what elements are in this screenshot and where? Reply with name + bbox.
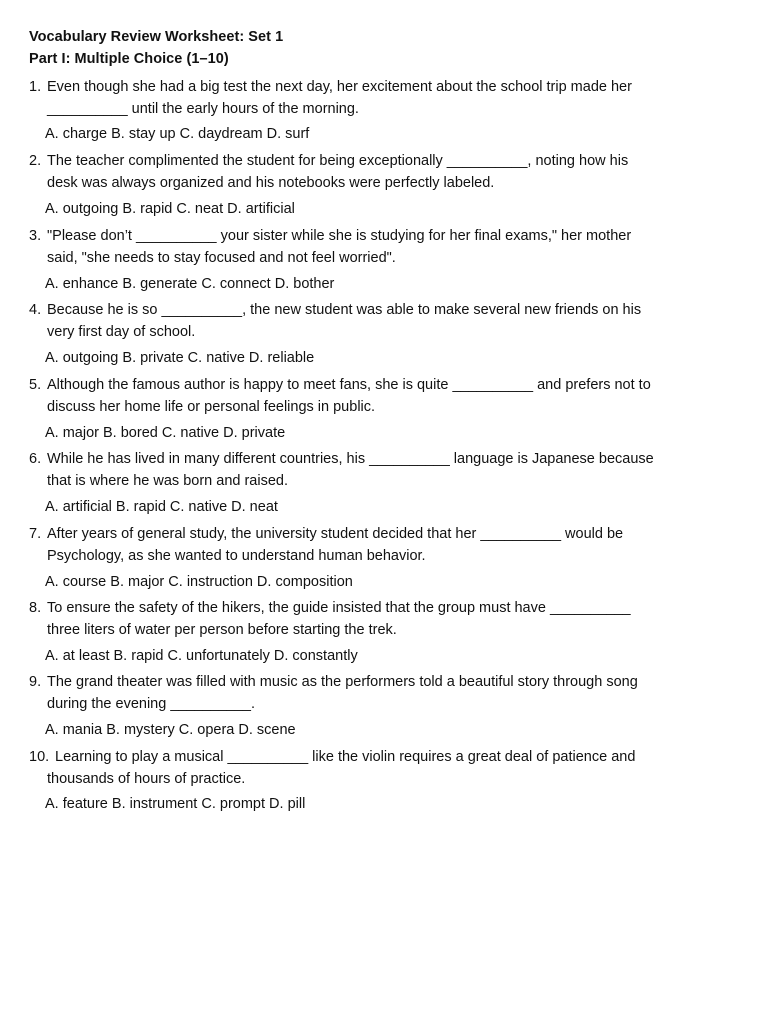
question-stem-continued: said, "she needs to stay focused and not feel worried". [47,250,396,266]
question-stem: Even though she had a big test the next day, her excitement about the school trip made her [47,79,632,95]
question-stem-continued: during the evening __________. [47,696,256,712]
answer-options: A. course B. major C. instruction D. composition [45,574,353,590]
question-6 [29,448,749,515]
question-stem: After years of general study, the university student decided that her __________ would be [47,526,624,542]
answer-options: A. artificial B. rapid C. native D. neat [45,499,278,515]
answer-options: A. outgoing B. private C. native D. reliable [45,350,315,366]
question-stem-continued: Psychology, as she wanted to understand human behavior. [47,548,426,564]
question-stem-continued: __________ until the early hours of the morning. [47,101,359,117]
answer-options: A. enhance B. generate C. connect D. bother [45,276,335,292]
question-stem: Although the famous author is happy to meet fans, she is quite __________ and prefers not to [47,377,651,393]
part-heading: Part I: Multiple Choice (1–10) [29,51,229,67]
question-number: 3. [29,228,42,244]
question-stem: The teacher complimented the student for being exceptionally __________, noting how his [47,153,629,169]
question-stem-continued: desk was always organized and his notebooks were perfectly labeled. [47,175,495,191]
question-stem-continued: very first day of school. [47,324,196,340]
question-number: 4. [29,302,42,318]
answer-options: A. feature B. instrument C. prompt D. pill [45,796,306,812]
question-stem-continued: three liters of water per person before starting the trek. [47,622,397,638]
question-9 [29,671,749,738]
question-7 [29,523,749,590]
question-10 [29,746,749,812]
answer-options: A. outgoing B. rapid C. neat D. artificial [45,201,295,217]
question-number: 2. [29,153,42,169]
question-stem: The grand theater was filled with music as the performers told a beautiful story through song [47,674,638,690]
question-3 [29,225,749,292]
answer-options: A. major B. bored C. native D. private [45,425,286,441]
question-1 [29,76,749,142]
question-stem: Learning to play a musical __________ like the violin requires a great deal of patience and [55,749,636,765]
question-2 [29,150,749,217]
question-number: 1. [29,79,42,95]
question-stem-continued: discuss her home life or personal feelings in public. [47,399,376,415]
worksheet-title: Vocabulary Review Worksheet: Set 1 [29,29,284,45]
question-number: 7. [29,526,42,542]
answer-options: A. charge B. stay up C. daydream D. surf [45,126,310,142]
question-stem: Because he is so __________, the new student was able to make several new friends on his [47,302,642,318]
question-stem-continued: thousands of hours of practice. [47,771,246,787]
question-4 [29,299,749,366]
question-number: 8. [29,600,42,616]
question-number: 5. [29,377,42,393]
question-5 [29,374,749,441]
question-8 [29,597,749,664]
question-number: 10. [29,749,50,765]
question-stem: To ensure the safety of the hikers, the guide insisted that the group must have __________ [47,600,631,616]
question-stem: While he has lived in many different countries, his __________ language is Japanese because [47,451,654,467]
question-number: 6. [29,451,42,467]
question-number: 9. [29,674,42,690]
question-stem: "Please don’t __________ your sister while she is studying for her final exams," her mother [47,228,632,244]
answer-options: A. at least B. rapid C. unfortunately D. constantly [45,648,358,664]
question-stem-continued: that is where he was born and raised. [47,473,288,489]
answer-options: A. mania B. mystery C. opera D. scene [45,722,296,738]
